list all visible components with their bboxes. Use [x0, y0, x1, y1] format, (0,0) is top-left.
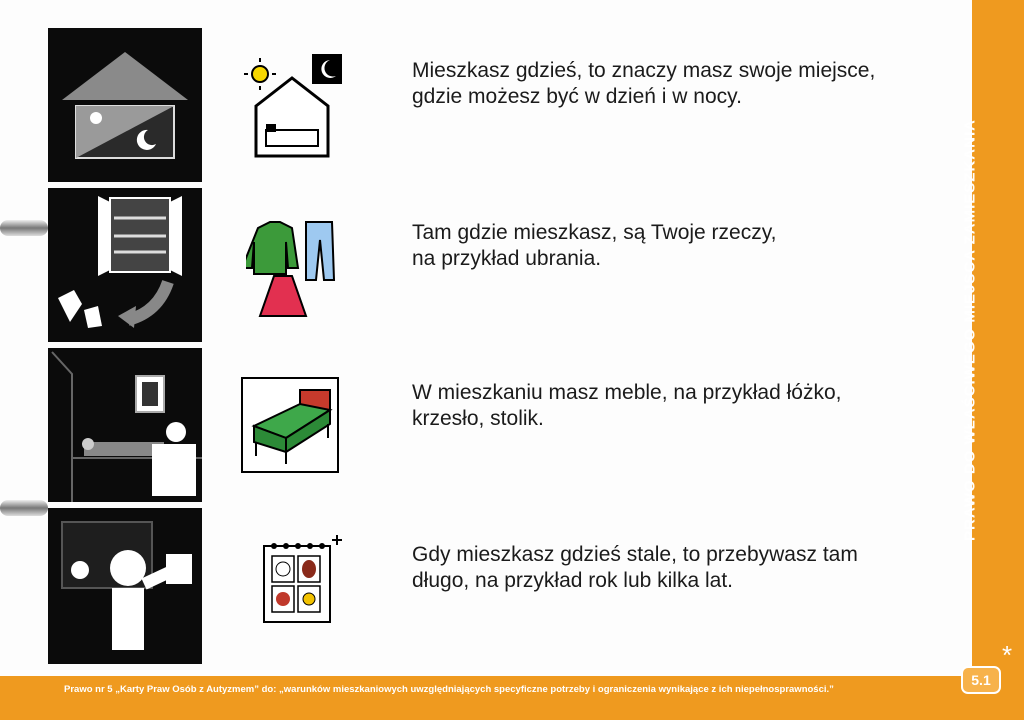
- item-text-line: Gdy mieszkasz gdzieś stale, to przebywasz tam: [412, 543, 858, 566]
- page-number-badge: 5.1: [961, 666, 1001, 694]
- item-text: [412, 220, 932, 272]
- clothes-icon: [246, 214, 342, 329]
- binder-ring-icon: [0, 500, 48, 516]
- pictogram-house: [48, 28, 202, 182]
- bed-icon: [240, 376, 340, 479]
- item-text: [412, 542, 932, 594]
- item-text-line: na przykład ubrania.: [412, 247, 602, 270]
- calendar-icon: [260, 532, 350, 637]
- item-text-line: krzesło, stolik.: [412, 407, 544, 430]
- sidebar-band: [972, 0, 1024, 720]
- pictogram-calendar: [48, 508, 202, 664]
- item-text: [412, 380, 932, 432]
- item-text-line: Mieszkasz gdzieś, to znaczy masz swoje miejsce,: [412, 59, 876, 82]
- item-text: [412, 58, 932, 110]
- sidebar-title-text: PRAWO DO WŁAŚCIWEGO MIEJSCA ZAMIESZKANIA: [961, 119, 979, 541]
- pictogram-room: [48, 348, 202, 502]
- item-text-line: W mieszkaniu masz meble, na przykład łóżko,: [412, 381, 842, 404]
- item-text-line: gdzie możesz być w dzień i w nocy.: [412, 85, 742, 108]
- footer-text: Prawo nr 5 „Karty Praw Osób z Autyzmem” do: „warunków mieszkaniowych uwzględniających specyficzne potrzeby i ograniczenia wynikające z ich niepełnosprawności.”: [64, 684, 834, 695]
- item-text-line: długo, na przykład rok lub kilka lat.: [412, 569, 733, 592]
- house-day-night-icon: [236, 48, 348, 165]
- binder-rings: [0, 0, 50, 720]
- item-text-line: Tam gdzie mieszkasz, są Twoje rzeczy,: [412, 221, 777, 244]
- pictogram-wardrobe: [48, 188, 202, 342]
- asterisk-icon: *: [1002, 640, 1013, 670]
- footer-band: [0, 676, 972, 720]
- binder-ring-icon: [0, 220, 48, 236]
